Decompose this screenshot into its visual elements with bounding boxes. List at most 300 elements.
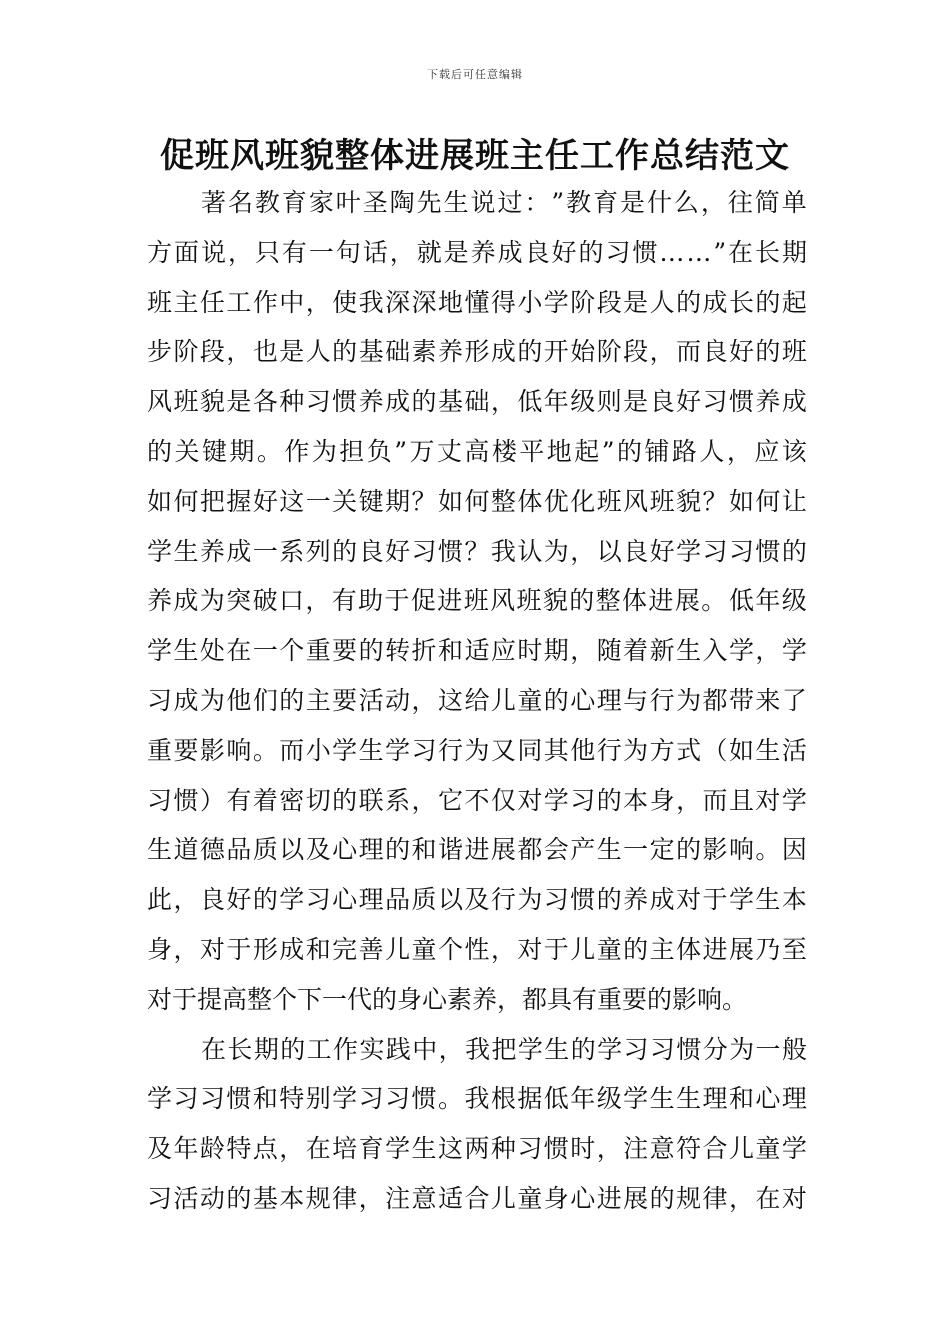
char: 的 (358, 636, 384, 666)
char: ， (700, 188, 726, 217)
char: 及 (305, 835, 331, 865)
char: 我 (464, 1084, 490, 1114)
char: 在 (226, 636, 252, 666)
char: 意 (649, 1134, 675, 1164)
char: 负 (366, 436, 392, 466)
char: 小 (305, 735, 331, 765)
char: 貌 (542, 586, 568, 616)
char: 适 (464, 636, 490, 666)
char: ， (570, 536, 596, 566)
document-title: 促班风班貌整体进展班主任工作总结范文 (160, 136, 790, 176)
char: … (686, 237, 712, 267)
char: 时 (570, 1134, 596, 1164)
char: 习 (411, 735, 437, 765)
char: 和 (728, 1084, 754, 1114)
char: 它 (437, 785, 463, 815)
char: 么 (673, 188, 699, 217)
char: 习 (702, 387, 728, 417)
char: 的 (280, 1034, 306, 1064)
char: 成 (781, 387, 807, 417)
char: 学 (147, 636, 173, 666)
char: 进 (464, 835, 490, 865)
char: 惯 (411, 1084, 437, 1114)
char: 养 (199, 536, 225, 566)
char: 主 (649, 934, 675, 964)
char: 成 (279, 934, 305, 964)
char: 和 (305, 934, 331, 964)
char: 如 (147, 486, 173, 516)
char: 种 (279, 387, 305, 417)
char: 一 (252, 636, 278, 666)
char: 深 (385, 287, 411, 317)
char: 惯 (173, 785, 199, 815)
char: 也 (252, 337, 278, 367)
char: 为 (517, 885, 543, 915)
char: 素 (411, 337, 437, 367)
char: ？ (464, 536, 490, 566)
char: 惯 (728, 387, 754, 417)
char: ， (305, 287, 331, 317)
char: 习 (517, 1134, 543, 1164)
char: 学 (517, 1034, 543, 1064)
char: 理 (596, 685, 622, 715)
char: 进 (648, 586, 674, 616)
char: 把 (491, 1034, 517, 1064)
char: 成 (173, 685, 199, 715)
char: 身 (649, 785, 675, 815)
char: ， (305, 586, 331, 616)
char: 习 (623, 1034, 649, 1064)
char: 理 (358, 835, 384, 865)
text-line (147, 875, 807, 925)
char: ， (227, 237, 253, 267)
char: 成 (385, 387, 411, 417)
char: 地 (546, 436, 572, 466)
char: 的 (332, 536, 358, 566)
char: 学 (543, 785, 569, 815)
char: 响 (226, 735, 252, 765)
char: 貌 (676, 486, 702, 516)
char: 如 (437, 486, 463, 516)
char: 习 (411, 536, 437, 566)
char: 我 (465, 1034, 491, 1064)
char: 好 (728, 337, 754, 367)
char: 为 (729, 1034, 755, 1064)
char: 口 (278, 586, 304, 616)
char: 根 (490, 1084, 516, 1114)
char: 影 (702, 835, 728, 865)
text-line (147, 327, 807, 377)
char: 长 (755, 237, 781, 267)
char: 折 (411, 636, 437, 666)
char: 学 (147, 1084, 173, 1114)
char: 带 (728, 685, 754, 715)
char: 行 (437, 735, 463, 765)
char: 入 (702, 636, 728, 666)
char: 人 (305, 337, 331, 367)
char: 别 (305, 1084, 331, 1114)
char: ： (524, 188, 550, 217)
char: 儿 (490, 1183, 516, 1213)
char: 以 (596, 536, 622, 566)
char: 式 (676, 735, 702, 765)
char: 学 (781, 636, 807, 666)
char: 懂 (464, 287, 490, 317)
char: 应 (490, 636, 516, 666)
char: 时 (517, 636, 543, 666)
char: 本 (279, 1183, 305, 1213)
char: 句 (335, 237, 361, 267)
char: 惯 (543, 1134, 569, 1164)
char: 班 (173, 387, 199, 417)
char: 品 (385, 885, 411, 915)
char: 长 (728, 287, 754, 317)
char: 展 (674, 586, 700, 616)
char: 好 (385, 536, 411, 566)
char: ， (490, 387, 516, 417)
char: 风 (147, 387, 173, 417)
char: 学 (781, 1134, 807, 1164)
char: 关 (332, 486, 358, 516)
char: 践 (385, 1034, 411, 1064)
char: 点 (252, 1134, 278, 1164)
char: 响 (728, 835, 754, 865)
char: 学 (728, 885, 754, 915)
char: 学 (332, 735, 358, 765)
char: ？ (411, 486, 437, 516)
char: 良 (623, 536, 649, 566)
char: 成 (497, 237, 523, 267)
char: 一 (755, 1034, 781, 1064)
char: 有 (331, 586, 357, 616)
char: ， (411, 685, 437, 715)
char: 心 (570, 1183, 596, 1213)
char: 生 (755, 885, 781, 915)
char: 对 (199, 934, 225, 964)
char: ， (570, 636, 596, 666)
char: 定 (649, 835, 675, 865)
char: ， (358, 1183, 384, 1213)
char: 为 (199, 586, 225, 616)
char: 学 (279, 885, 305, 915)
char: 活 (358, 685, 384, 715)
char: 班 (649, 486, 675, 516)
char: 单 (781, 188, 807, 217)
char: 习 (147, 1183, 173, 1213)
char: 童 (596, 934, 622, 964)
char: 著 (201, 188, 227, 217)
char: 为 (543, 536, 569, 566)
char: 又 (490, 735, 516, 765)
char: 础 (464, 387, 490, 417)
char: 性 (464, 934, 490, 964)
char: 认 (517, 536, 543, 566)
char: 期 (385, 486, 411, 516)
char: 注 (385, 1183, 411, 1213)
char: 进 (702, 934, 728, 964)
char: 随 (596, 636, 622, 666)
char: 为 (311, 436, 337, 466)
char: 身 (543, 1183, 569, 1213)
char: 的 (623, 934, 649, 964)
char: 教 (566, 188, 592, 217)
char: 突 (226, 586, 252, 616)
char: 整 (490, 486, 516, 516)
char: 简 (754, 188, 780, 217)
char: ” (601, 436, 615, 466)
char: 理 (358, 885, 384, 915)
char: 级 (596, 1084, 622, 1114)
char: 惯 (632, 237, 658, 267)
char: 是 (623, 387, 649, 417)
char: 系 (385, 785, 411, 815)
text-line (147, 626, 807, 676)
char: 至 (781, 934, 807, 964)
char: 养 (755, 387, 781, 417)
char: ， (676, 785, 702, 815)
char: 龄 (199, 1134, 225, 1164)
char: 年 (543, 387, 569, 417)
char: 与 (623, 685, 649, 715)
char: 着 (623, 636, 649, 666)
char: 级 (570, 387, 596, 417)
char: ？ (702, 486, 728, 516)
text-line (147, 228, 807, 278)
char: 和 (252, 1084, 278, 1114)
text-line (147, 1174, 807, 1224)
char: 班 (781, 337, 807, 367)
char: 动 (199, 1183, 225, 1213)
char: 不 (464, 785, 490, 815)
char: 年 (755, 586, 781, 616)
char: 生 (411, 1134, 437, 1164)
char: 学 (332, 1084, 358, 1114)
char: 在 (201, 1034, 227, 1064)
char: 生 (676, 1084, 702, 1114)
char: 铺 (644, 436, 670, 466)
char: 形 (464, 337, 490, 367)
char: 的 (781, 536, 807, 566)
char: 主 (305, 685, 331, 715)
char: 的 (411, 387, 437, 417)
char: 联 (358, 785, 384, 815)
char: 两 (464, 1134, 490, 1164)
char: 合 (464, 1183, 490, 1213)
char: ， (173, 934, 199, 964)
char: 。 (252, 735, 278, 765)
char: 谐 (437, 835, 463, 865)
char: 习 (385, 1084, 411, 1114)
char: 形 (252, 934, 278, 964)
char: 地 (437, 287, 463, 317)
char: 如 (728, 486, 754, 516)
char: ， (728, 1183, 754, 1213)
char: 基 (252, 1183, 278, 1213)
char: 以 (437, 885, 463, 915)
char: 同 (517, 735, 543, 765)
char: ， (726, 436, 752, 466)
char: 作 (252, 287, 278, 317)
char: 基 (437, 387, 463, 417)
char: 理 (702, 1084, 728, 1114)
char: 人 (649, 287, 675, 317)
char: 只 (254, 237, 280, 267)
char: … (659, 237, 685, 267)
char: ， (389, 237, 415, 267)
char: 先 (416, 188, 442, 217)
char: 特 (279, 1084, 305, 1114)
char: 期 (781, 237, 807, 267)
char: 应 (754, 436, 780, 466)
char: 和 (411, 835, 437, 865)
char: 生 (147, 835, 173, 865)
char: 习 (543, 885, 569, 915)
char: 质 (252, 835, 278, 865)
char: 主 (173, 287, 199, 317)
char: 如 (728, 735, 754, 765)
char: 良 (702, 337, 728, 367)
char: 键 (358, 486, 384, 516)
char: 低 (543, 1084, 569, 1114)
char: 础 (385, 337, 411, 367)
char: 的 (332, 785, 358, 815)
char: 中 (279, 287, 305, 317)
char: 良 (524, 237, 550, 267)
char: 心 (570, 685, 596, 715)
char: 方 (649, 735, 675, 765)
text-line (147, 527, 807, 577)
char: 期 (543, 636, 569, 666)
char: 方 (147, 237, 173, 267)
char: 的 (570, 1034, 596, 1064)
char: 对 (781, 1183, 807, 1213)
char: ” (394, 436, 407, 466)
char: 班 (147, 287, 173, 317)
text-line: 对于提高整个下一代的身心素养，都具有重要的影响。 (147, 984, 748, 1014)
char: 儿 (385, 934, 411, 964)
char: 这 (437, 685, 463, 715)
char: 的 (616, 436, 642, 466)
char: 的 (755, 337, 781, 367)
char: 说 (200, 237, 226, 267)
char: 成 (702, 287, 728, 317)
char: 。 (755, 835, 781, 865)
char: 阶 (596, 337, 622, 367)
char: 好 (551, 237, 577, 267)
char: 惯 (570, 885, 596, 915)
char: 整 (595, 586, 621, 616)
char: 何 (173, 486, 199, 516)
char: ， (490, 934, 516, 964)
char: 行 (649, 685, 675, 715)
text-line (147, 1025, 807, 1075)
char: 重 (305, 636, 331, 666)
char: 行 (490, 885, 516, 915)
char: 他 (570, 735, 596, 765)
char: 生 (443, 188, 469, 217)
char: 体 (676, 934, 702, 964)
char: 他 (226, 685, 252, 715)
char: 于 (226, 934, 252, 964)
char: 产 (570, 835, 596, 865)
char: 一 (305, 486, 331, 516)
char: 的 (676, 287, 702, 317)
char: 段 (596, 287, 622, 317)
char: 童 (517, 1183, 543, 1213)
char: 养 (623, 885, 649, 915)
char: ， (755, 636, 781, 666)
text-line (147, 776, 807, 826)
char: 转 (385, 636, 411, 666)
char: 养 (437, 337, 463, 367)
char: 担 (339, 436, 365, 466)
char: 进 (437, 586, 463, 616)
text-line (147, 427, 807, 477)
char: 儿 (728, 1134, 754, 1164)
char: 。 (437, 1084, 463, 1114)
char: 要 (332, 685, 358, 715)
char: 心 (755, 1084, 781, 1114)
char: 展 (623, 1183, 649, 1213)
char: 深 (411, 287, 437, 317)
char: 让 (781, 486, 807, 516)
char: 陶 (389, 188, 415, 217)
char: 体 (517, 486, 543, 516)
char: 都 (517, 835, 543, 865)
char: 生 (544, 1034, 570, 1064)
char: 这 (279, 486, 305, 516)
char: 学 (781, 785, 807, 815)
char: 的 (385, 835, 411, 865)
char: 质 (411, 885, 437, 915)
char: 习 (173, 1084, 199, 1114)
char: 对 (517, 934, 543, 964)
char: 生 (755, 735, 781, 765)
char: 教 (254, 188, 280, 217)
char: ， (279, 1134, 305, 1164)
char: 中 (412, 1034, 438, 1064)
char: 的 (578, 237, 604, 267)
char: 理 (781, 1084, 807, 1114)
char: 重 (147, 735, 173, 765)
char: 阶 (173, 337, 199, 367)
char: 惯 (437, 536, 463, 566)
char: 低 (728, 586, 754, 616)
char: 化 (570, 486, 596, 516)
char: 符 (676, 1134, 702, 1164)
char: 童 (411, 934, 437, 964)
char: 有 (226, 785, 252, 815)
char: 学 (623, 1084, 649, 1114)
char: 好 (252, 486, 278, 516)
char: 高 (464, 436, 490, 466)
char: 其 (543, 735, 569, 765)
char: 和 (437, 636, 463, 666)
char: 生 (358, 735, 384, 765)
char: 惯 (676, 1034, 702, 1064)
char: 是 (226, 387, 252, 417)
char: 要 (332, 636, 358, 666)
char: 对 (517, 785, 543, 815)
char: 的 (649, 1183, 675, 1213)
char: 助 (358, 586, 384, 616)
char: 们 (252, 685, 278, 715)
char: 低 (517, 387, 543, 417)
char: 给 (464, 685, 490, 715)
char: 仅 (490, 785, 516, 815)
char: 处 (199, 636, 225, 666)
char: 就 (416, 237, 442, 267)
